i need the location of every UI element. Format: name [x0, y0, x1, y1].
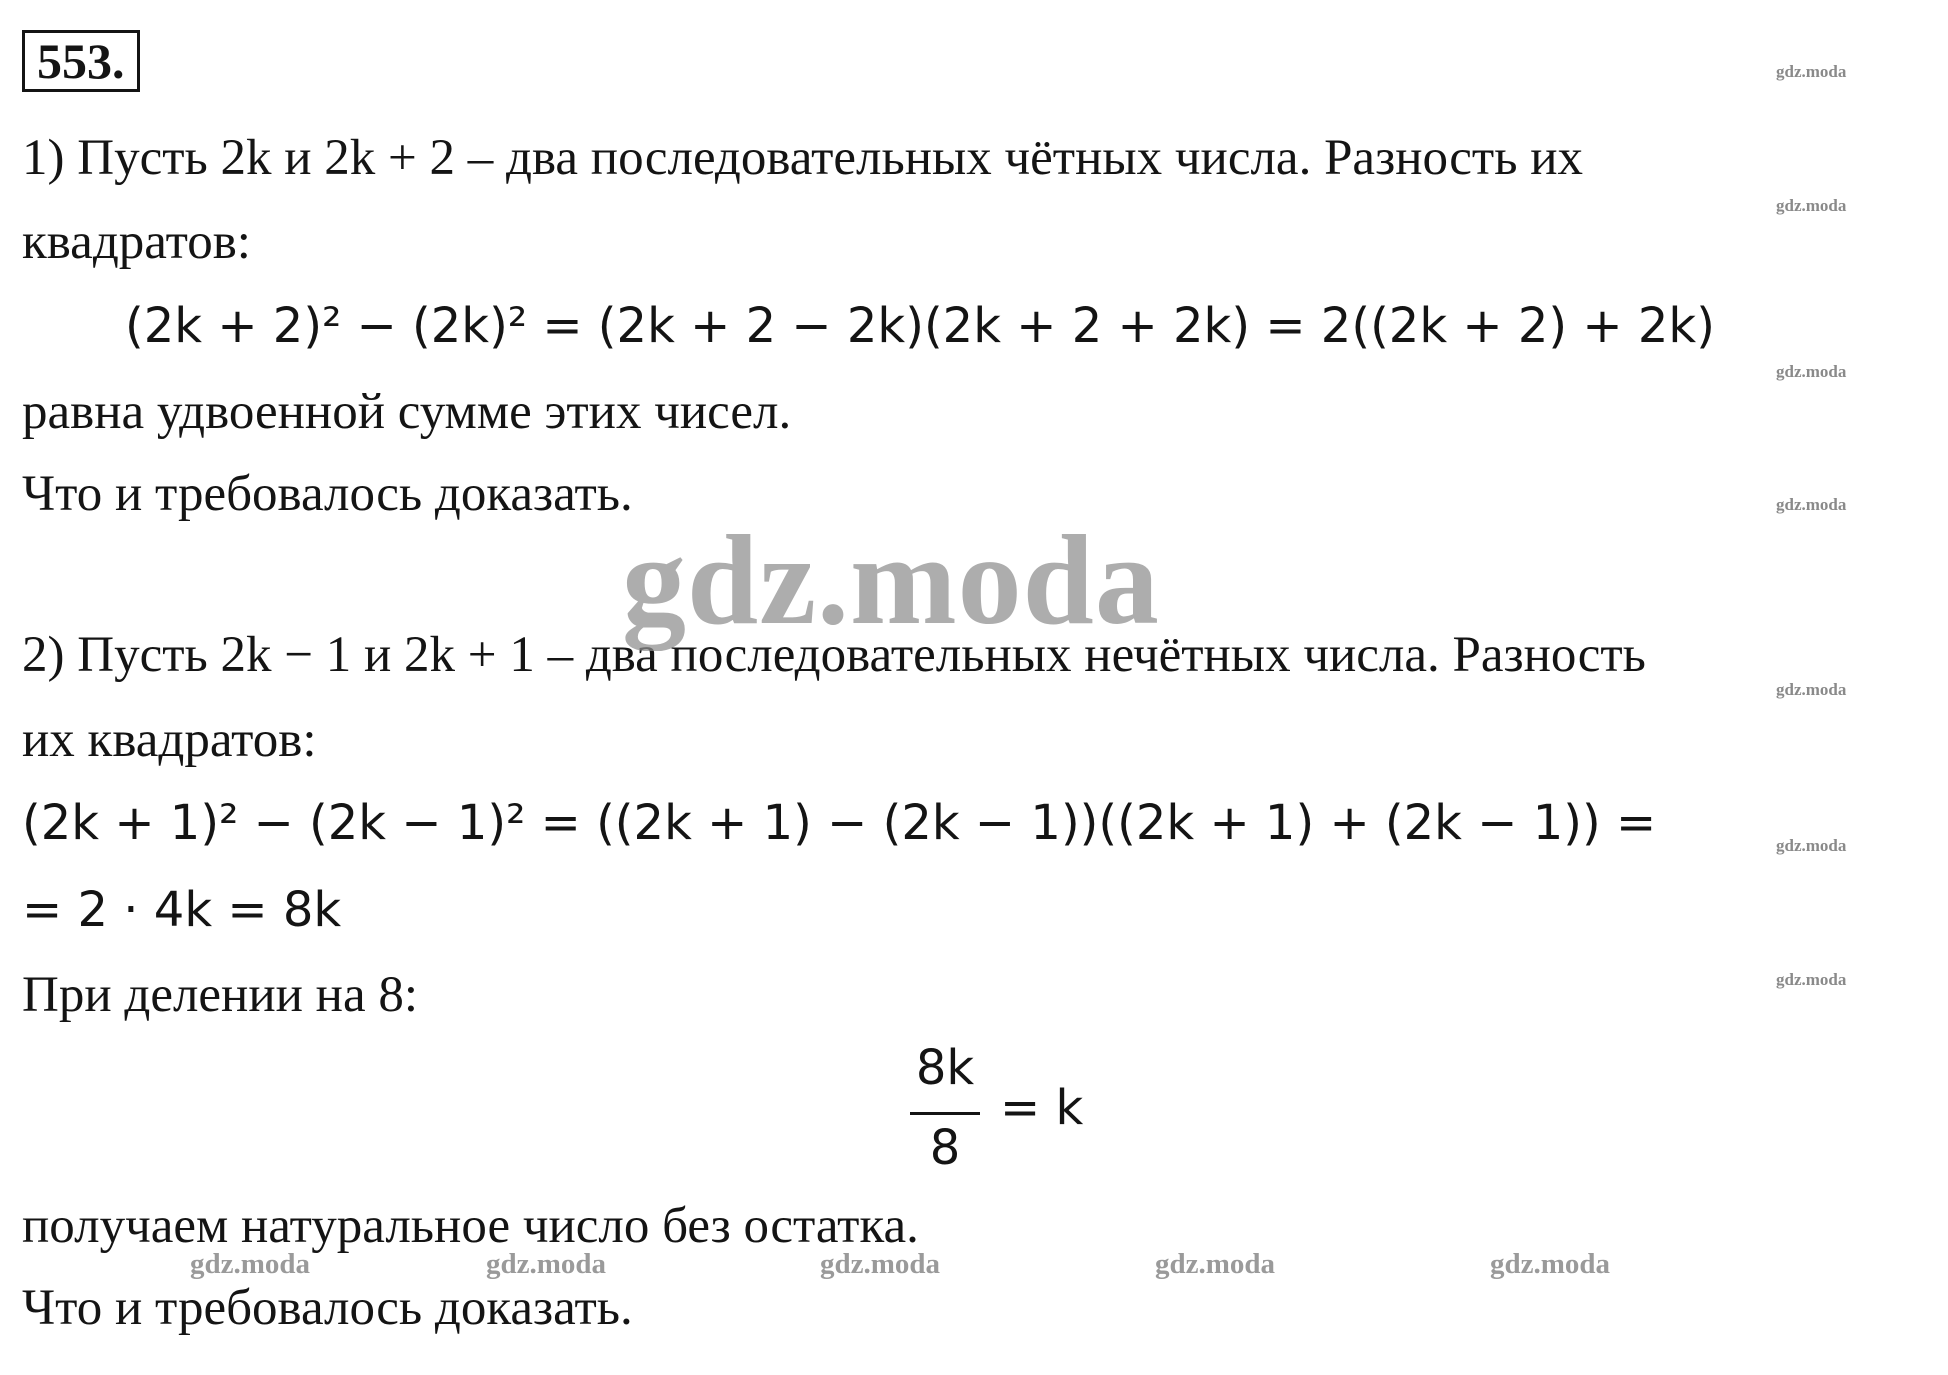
- watermark: gdz.moda: [1776, 362, 1847, 381]
- fraction-bar: [910, 1112, 980, 1115]
- fraction-numerator: 8k: [915, 1040, 975, 1096]
- watermark: gdz.moda: [486, 1248, 607, 1280]
- watermark: gdz.moda: [1155, 1248, 1276, 1280]
- watermark: gdz.moda: [190, 1248, 311, 1280]
- watermark: gdz.moda: [1776, 970, 1847, 989]
- part2-formula-1: (2k + 1)² − (2k − 1)² = ((2k + 1) − (2k − 1))((2k + 1) + (2k − 1)) =: [22, 795, 1657, 851]
- part2-qed: Что и требовалось доказать.: [22, 1280, 633, 1336]
- part1-qed: Что и требовалось доказать.: [22, 466, 633, 522]
- part1-conclusion: равна удвоенной сумме этих чисел.: [22, 384, 792, 440]
- part2-division-line: При делении на 8:: [22, 967, 419, 1023]
- watermark-large: gdz.moda: [622, 509, 1160, 651]
- watermark: gdz.moda: [1776, 680, 1847, 699]
- fraction-result: = k: [1000, 1080, 1084, 1136]
- part2-formula-2: = 2 · 4k = 8k: [22, 882, 342, 938]
- part2-conclusion: получаем натуральное число без остатка.: [22, 1198, 919, 1254]
- watermark: gdz.moda: [1776, 196, 1847, 215]
- fraction-denominator: 8: [929, 1120, 961, 1176]
- watermark: gdz.moda: [1776, 836, 1847, 855]
- part2-intro-line: 2) Пусть 2k − 1 и 2k + 1 – два последовательных нечётных числа. Разность: [22, 627, 1646, 683]
- watermark: gdz.moda: [1490, 1248, 1611, 1280]
- watermark: gdz.moda: [1776, 62, 1847, 81]
- problem-number: 553.: [22, 30, 140, 92]
- watermark: gdz.moda: [820, 1248, 941, 1280]
- part1-intro-line-cont: квадратов:: [22, 214, 251, 270]
- watermark: gdz.moda: [1776, 495, 1847, 514]
- part1-formula: (2k + 2)² − (2k)² = (2k + 2 − 2k)(2k + 2 + 2k) = 2((2k + 2) + 2k): [125, 298, 1715, 354]
- part2-intro-line-cont: их квадратов:: [22, 712, 317, 768]
- part1-intro-line: 1) Пусть 2k и 2k + 2 – два последовательных чётных числа. Разность их: [22, 130, 1584, 186]
